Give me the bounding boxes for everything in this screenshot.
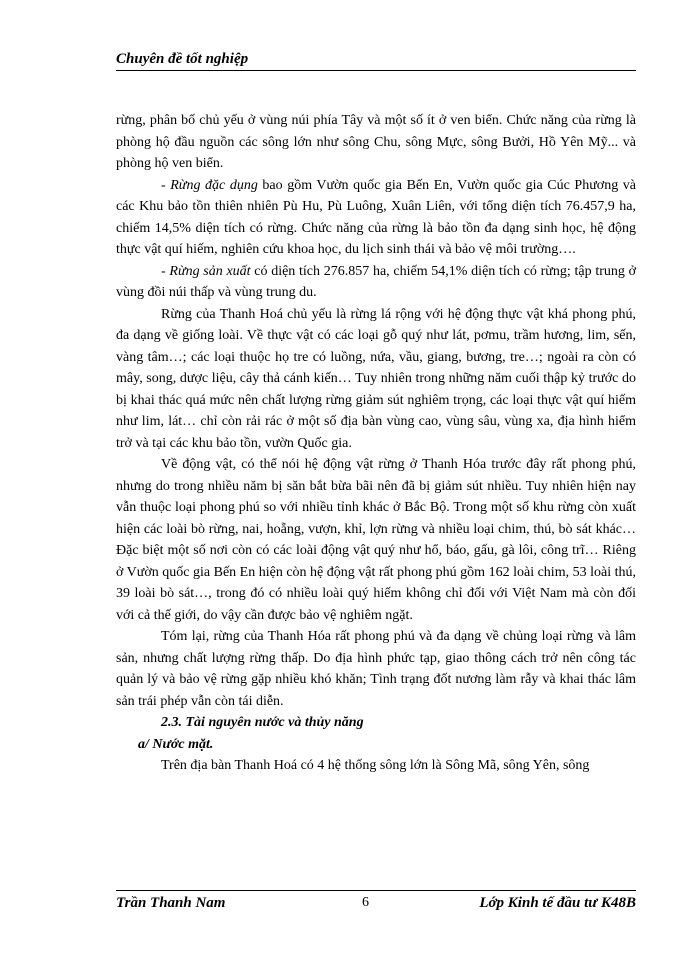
term-special-use-forest: Rừng đặc dụng	[170, 177, 258, 193]
paragraph	[116, 261, 636, 304]
footer-author: Trần Thanh Nam	[116, 895, 226, 911]
paragraph	[116, 175, 636, 261]
paragraph: Tóm lại, rừng của Thanh Hóa rất phong phú và đa dạng về chủng loại rừng và lâm sản, nhưng chất lượng rừng thấp. Do địa hình phức tạp, giao thông cách trở nên công tác quản lý và bảo vệ rừng gặp nhiều khó khăn; Tình trạng đốt nương làm rẫy và khai thác lâm sản trái phép vẫn còn tái diễn.	[116, 629, 636, 709]
term-production-forest: Rừng sản xuất	[169, 263, 251, 279]
paragraph: rừng, phân bố chủ yếu ở vùng núi phía Tây và một số ít ở ven biển. Chức năng của rừng là phòng hộ đầu nguồn các sông lớn như sông Chu, sông Mực, sông Bưởi, Hồ Yên Mỹ... và phòng hộ ven biển.	[116, 113, 636, 171]
paragraph: Về động vật, có thể nói hệ động vật rừng ở Thanh Hóa trước đây rất phong phú, nhưng do trong nhiều năm bị săn bắt bừa bãi nên đã bị giảm sút nhiều. Tuy nhiên hiện nay vẫn thuộc loại phong phú so với nhiều tỉnh khác ở Bắc Bộ. Trong một số khu rừng còn xuất hiện các loài bò rừng, nai, hoẵng, vượn, khỉ, lợn rừng và nhiều loại chim, thú, bò sát khác… Đặc biệt một số nơi còn có các loài động vật quý như hổ, báo, gấu, gà lôi, công trĩ… Riêng ở Vườn quốc gia Bến En hiện còn hệ động vật rất phong phú gồm 162 loài chim, 53 loài thú, 39 loài bò sát…, trong đó có nhiều loài quý hiếm không chỉ đối với Việt Nam mà còn đối với cả thế giới, do vậy cần được bảo vệ nghiêm ngặt.	[116, 457, 636, 623]
list-dash: -	[161, 177, 171, 193]
page-footer	[116, 890, 636, 915]
paragraph-text: có diện tích 276.857 ha, chiếm 54,1% diện tích có rừng; tập trung ở vùng đồi núi thấp và vùng trung du.	[116, 263, 636, 300]
page-number: 6	[362, 895, 369, 910]
paragraph-text: bao gồm Vườn quốc gia Bến En, Vườn quốc gia Cúc Phương và các Khu bảo tồn thiên nhiên Pù Hu, Pù Luông, Xuân Liên, với tổng diện tích 76.457,9 ha, chiếm 14,5% diện tích có rừng. Chức năng của rừng là bảo tồn đa dạng sinh học, hệ động thực vật quí hiếm, nghiên cứu khoa học, du lịch sinh thái và bảo vệ môi trường….	[116, 177, 636, 257]
page-header	[116, 50, 636, 71]
section-heading: 2.3. Tài nguyên nước và thủy năng	[161, 715, 364, 730]
paragraph: Trên địa bàn Thanh Hoá có 4 hệ thống sông lớn là Sông Mã, sông Yên, sông	[161, 758, 590, 773]
list-dash: -	[161, 263, 170, 279]
subsection-heading: a/ Nước mặt.	[138, 736, 214, 752]
paragraph: Rừng của Thanh Hoá chủ yếu là rừng lá rộng với hệ động thực vật khá phong phú, đa dạng về giống loài. Về thực vật có các loại gỗ quý như lát, pơmu, trầm hương, lim, sến, vàng tâm…; các loại thuộc họ tre có luồng, nứa, vầu, giang, bương, tre…; ngoài ra còn có mây, song, dược liệu, cây thả cánh kiến… Tuy nhiên trong những năm cuối thập kỷ trước do bị khai thác quá mức nên chất lượng rừng giảm sút nghiêm trọng, các loại thực vật quí hiếm như lim, lát… chỉ còn rải rác ở một số địa bàn vùng cao, vùng sâu, vùng xa, địa hình hiểm trở và tại các khu bảo tồn, vườn Quốc gia.	[116, 306, 636, 451]
footer-class: Lớp Kinh tế đầu tư K48B	[479, 895, 636, 911]
document-body	[116, 110, 636, 777]
header-title: Chuyên đề tốt nghiệp	[116, 51, 249, 67]
